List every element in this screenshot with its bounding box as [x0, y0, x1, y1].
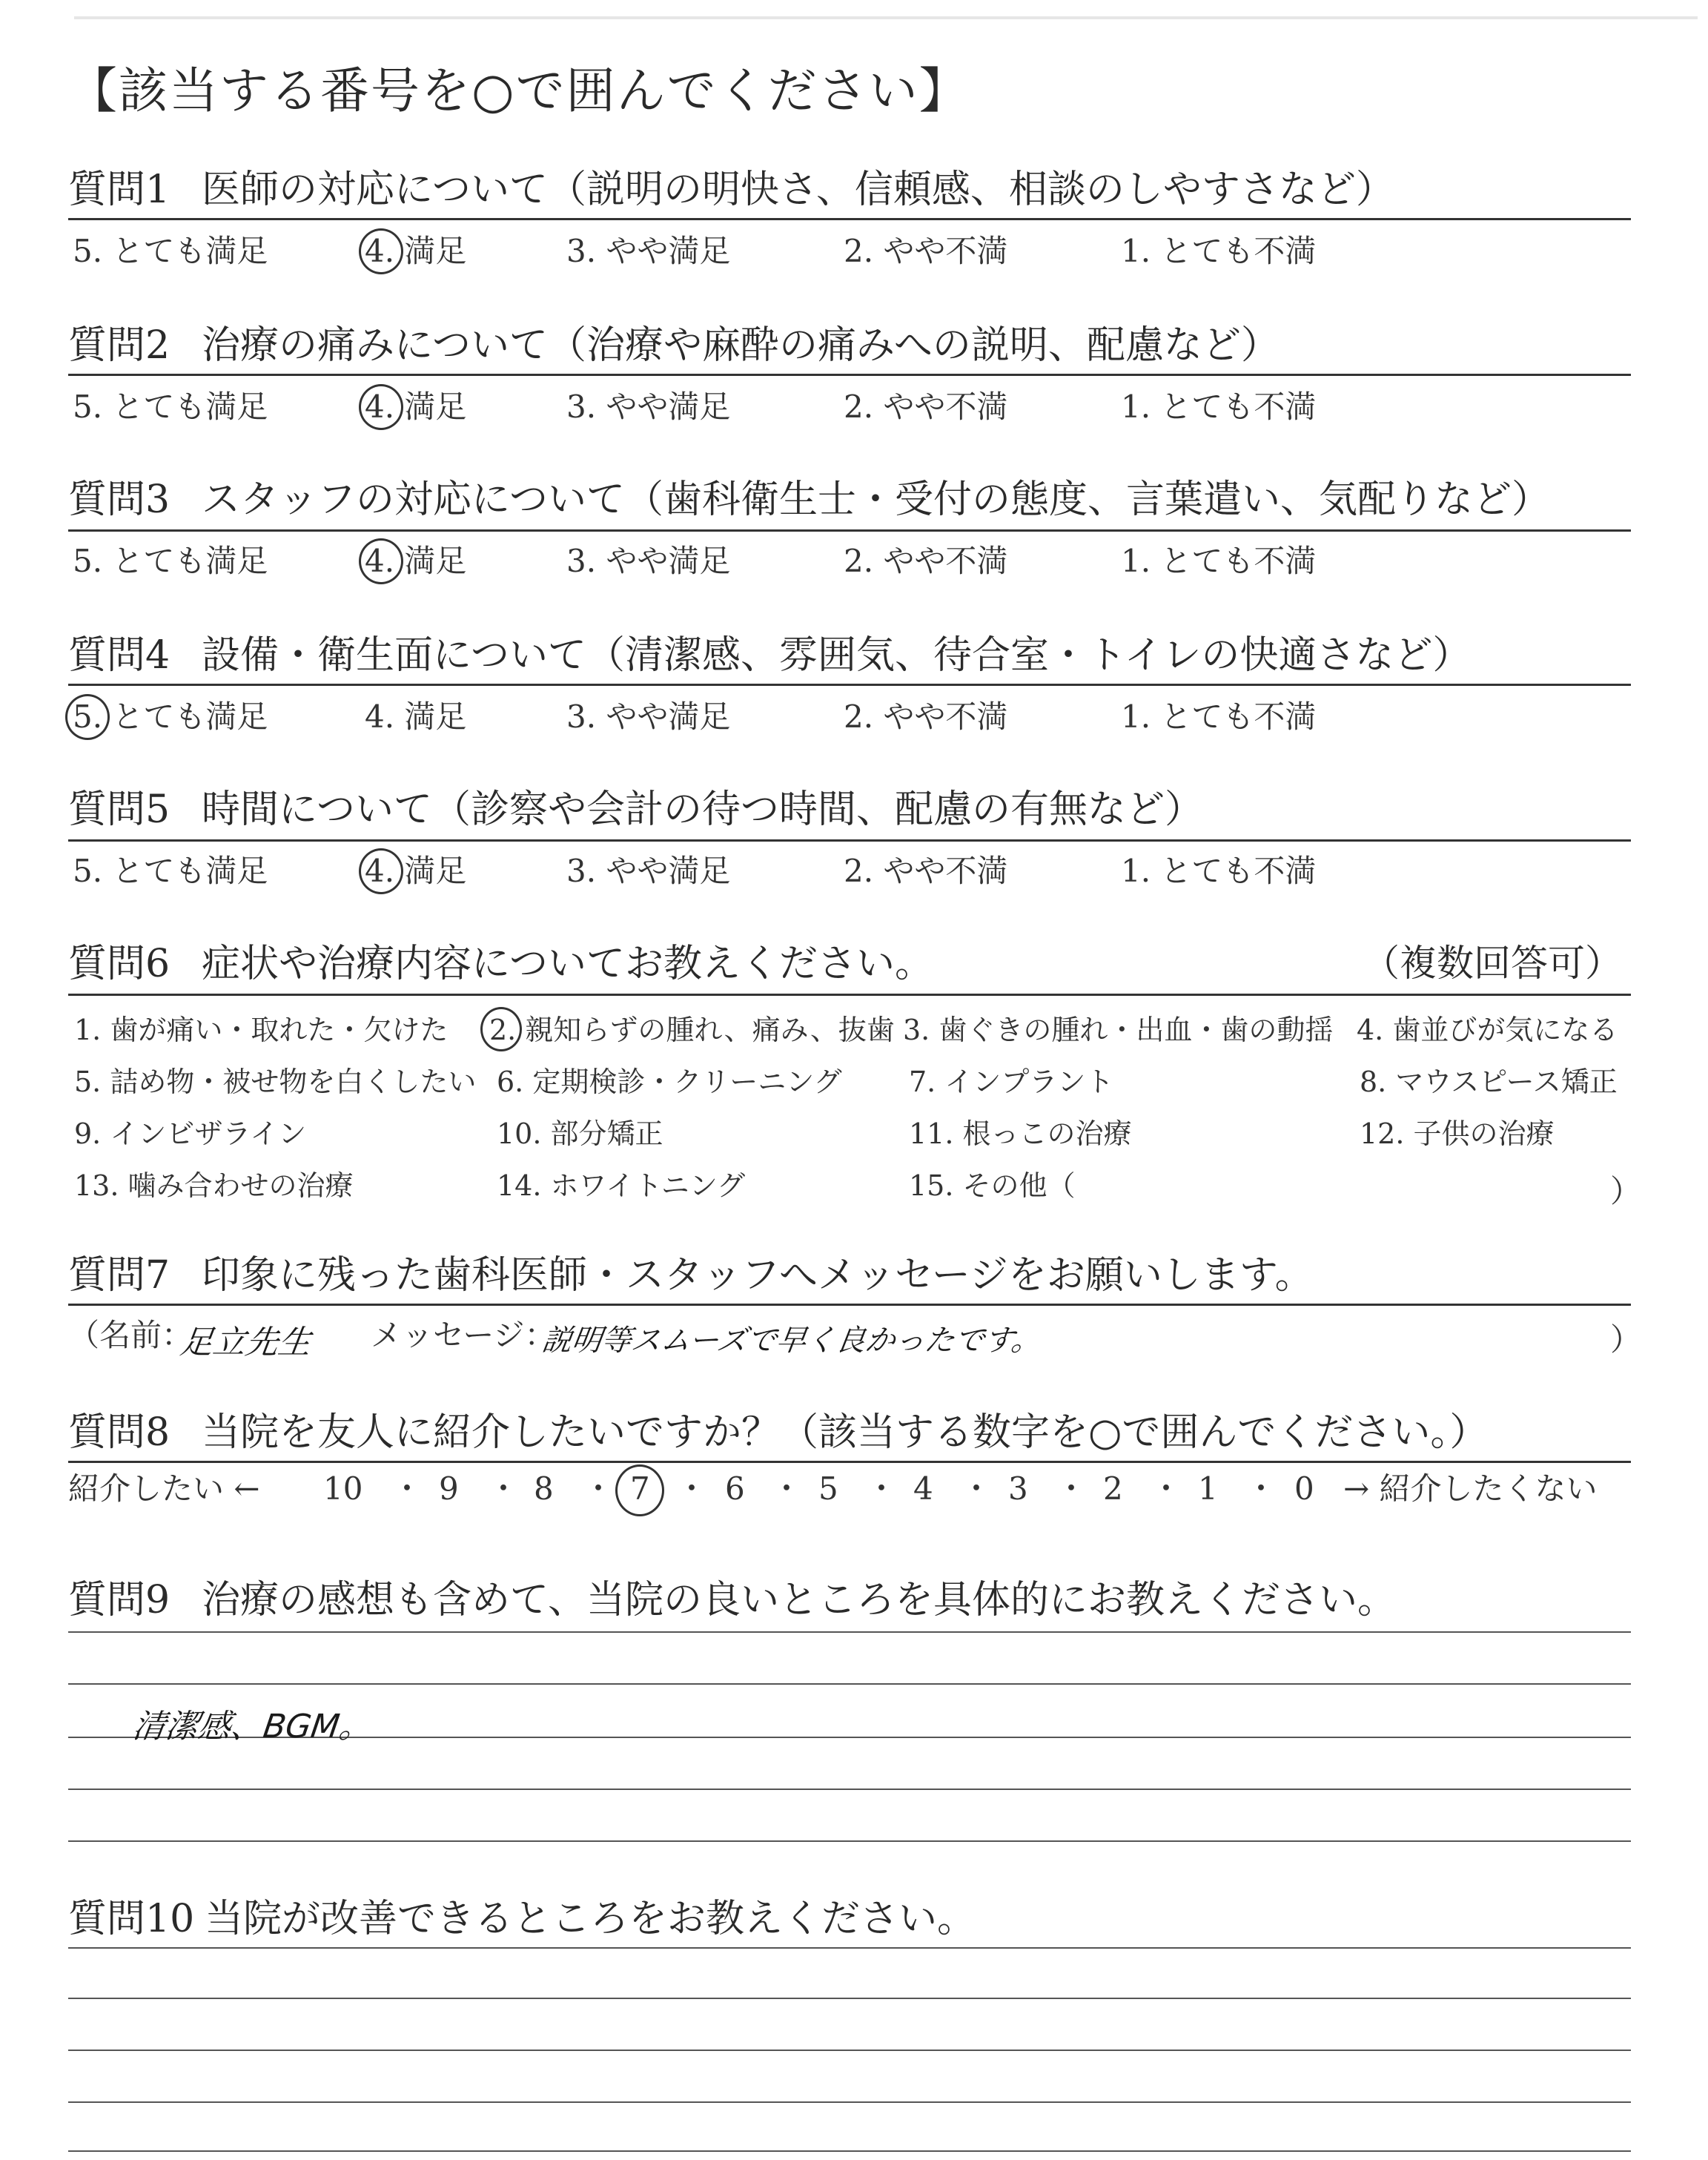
option-5[interactable]: 5. とても満足 — [73, 233, 268, 269]
selected-circle-mark — [65, 694, 110, 740]
symptom-option[interactable]: 6. 定期検診・クリーニング — [497, 1066, 842, 1098]
question-10 — [68, 1897, 1631, 1959]
message-close-paren: ） — [1610, 1321, 1642, 1358]
symptom-option[interactable]: 15. その他（ — [909, 1169, 1076, 1202]
symptom-option[interactable]: 8. マウスピース矯正 — [1360, 1066, 1618, 1098]
answer-line — [68, 1840, 1631, 1842]
scale-value[interactable]: 0 — [1294, 1470, 1314, 1507]
question-text: 当院を友人に紹介したいですか？（該当する数字を○で囲んでください。） — [202, 1410, 1489, 1455]
question-text: 医師の対応について（説明の明快さ、信頼感、相談のしやすさなど） — [202, 168, 1394, 212]
multiple-answer-note: （複数回答可） — [1363, 942, 1622, 985]
symptom-option[interactable]: 10. 部分矯正 — [497, 1117, 663, 1150]
scale-value[interactable]: 6 — [725, 1470, 745, 1507]
scale-value[interactable]: 2 — [1103, 1470, 1123, 1507]
question-rule — [68, 529, 1631, 532]
answer-line — [68, 1683, 1631, 1685]
option-3[interactable]: 3. やや満足 — [566, 698, 731, 735]
question-number: 質問4 — [68, 633, 171, 678]
form-title: 【該当する番号を○で囲んでください】 — [68, 62, 970, 119]
question-rule — [68, 994, 1631, 996]
symptom-option[interactable]: 12. 子供の治療 — [1360, 1117, 1555, 1150]
name-label: （名前： — [68, 1317, 193, 1353]
question-text: 治療の感想も含めて、当院の良いところを具体的にお教えください。 — [202, 1578, 1396, 1622]
question-7 — [68, 1253, 1642, 1361]
symptom-option[interactable]: 2. 親知らずの腫れ、痛み、抜歯 — [489, 1014, 895, 1046]
question-text: 症状や治療内容についてお教えください。 — [202, 942, 933, 986]
scale-separator: ・ — [961, 1470, 993, 1507]
answer-line — [68, 1789, 1631, 1790]
question-1 — [68, 168, 1631, 269]
answer-line — [68, 2050, 1631, 2051]
option-5[interactable]: 5. とても満足 — [73, 853, 268, 889]
scan-top-edge — [74, 16, 1698, 19]
recommend-scale — [68, 1470, 1632, 1518]
option-1[interactable]: 1. とても不満 — [1121, 389, 1317, 425]
scale-value[interactable]: 1 — [1198, 1470, 1218, 1507]
question-number: 質問8 — [68, 1410, 171, 1455]
question-number: 質問5 — [68, 787, 171, 832]
scale-value[interactable]: 5 — [818, 1470, 838, 1507]
selected-circle-mark — [359, 228, 403, 274]
selected-circle-mark — [359, 848, 403, 894]
option-1[interactable]: 1. とても不満 — [1121, 853, 1317, 889]
symptom-option[interactable]: 7. インプラント — [909, 1066, 1114, 1098]
other-close-paren: ） — [1610, 1173, 1642, 1209]
question-rule — [68, 374, 1631, 376]
answer-line — [68, 2101, 1631, 2103]
option-1[interactable]: 1. とても不満 — [1121, 233, 1317, 269]
question-rule — [68, 1461, 1631, 1463]
scale-left-label: 紹介したい ← — [68, 1470, 260, 1507]
question-text: 時間について（診察や会計の待つ時間、配慮の有無など） — [202, 787, 1203, 832]
symptom-option[interactable]: 13. 噛み合わせの治療 — [74, 1169, 354, 1202]
question-6 — [68, 942, 1642, 1226]
option-5[interactable]: 5. とても満足 — [73, 698, 268, 735]
option-5[interactable]: 5. とても満足 — [73, 389, 268, 425]
scale-value[interactable]: 4 — [913, 1470, 933, 1507]
message-label: メッセージ： — [371, 1317, 556, 1353]
scale-separator: ・ — [866, 1470, 898, 1507]
question-rule — [68, 218, 1631, 220]
question-text: 治療の痛みについて（治療や麻酔の痛みへの説明、配慮など） — [202, 323, 1280, 368]
symptom-option[interactable]: 1. 歯が痛い・取れた・欠けた — [74, 1014, 448, 1046]
question-number: 質問7 — [68, 1253, 171, 1298]
option-1[interactable]: 1. とても不満 — [1121, 698, 1317, 735]
scale-separator: ・ — [1245, 1470, 1277, 1507]
selected-circle-mark — [359, 384, 403, 430]
option-1[interactable]: 1. とても不満 — [1121, 543, 1317, 579]
symptom-option[interactable]: 14. ホワイトニング — [497, 1169, 746, 1202]
question-5 — [68, 787, 1631, 889]
name-field[interactable]: 足立先生 — [177, 1324, 314, 1361]
scale-right-label: → 紹介したくない — [1343, 1470, 1598, 1507]
good-points-answer[interactable]: 清潔感、BGM。 — [130, 1708, 375, 1745]
question-8 — [68, 1410, 1631, 1473]
message-field[interactable]: 説明等スムーズで早く良かったです。 — [540, 1324, 1044, 1358]
question-3 — [68, 480, 1631, 577]
question-number: 質問3 — [68, 478, 171, 522]
scale-separator: ・ — [583, 1470, 615, 1507]
option-3[interactable]: 3. やや満足 — [566, 543, 731, 579]
option-2[interactable]: 2. やや不満 — [844, 389, 1008, 425]
selected-circle-mark — [615, 1464, 664, 1516]
scale-value[interactable]: 3 — [1008, 1470, 1028, 1507]
answer-line — [68, 1947, 1631, 1949]
option-2[interactable]: 2. やや不満 — [844, 233, 1008, 269]
selected-circle-mark — [480, 1007, 522, 1051]
option-4[interactable]: 4. 満足 — [365, 543, 467, 579]
question-4 — [68, 633, 1631, 735]
scale-value[interactable]: 9 — [439, 1470, 459, 1507]
scale-value[interactable]: 10 — [323, 1470, 363, 1507]
scale-separator: ・ — [488, 1470, 520, 1507]
question-number: 質問10 — [68, 1897, 195, 1941]
option-5[interactable]: 5. とても満足 — [73, 543, 268, 579]
question-text: 設備・衛生面について（清潔感、雰囲気、待合室・トイレの快適さなど） — [202, 633, 1472, 678]
question-text: 当院が改善できるところをお教えください。 — [205, 1897, 976, 1941]
option-4[interactable]: 4. 満足 — [365, 389, 467, 425]
option-2[interactable]: 2. やや不満 — [844, 543, 1008, 579]
question-number: 質問2 — [68, 323, 171, 368]
symptom-option[interactable]: 11. 根っこの治療 — [909, 1117, 1132, 1150]
scale-separator: ・ — [391, 1470, 423, 1507]
selected-circle-mark — [359, 538, 403, 584]
question-text: スタッフの対応について（歯科衛生士・受付の態度、言葉遣い、気配りなど） — [202, 478, 1550, 522]
symptom-option[interactable]: 3. 歯ぐきの腫れ・出血・歯の動揺 — [903, 1014, 1334, 1046]
scale-value[interactable]: 7 — [630, 1470, 650, 1507]
option-3[interactable]: 3. やや満足 — [566, 389, 731, 425]
scale-value[interactable]: 8 — [534, 1470, 554, 1507]
question-text: 印象に残った歯科医師・スタッフへメッセージをお願いします。 — [202, 1253, 1314, 1298]
scale-separator: ・ — [1056, 1470, 1088, 1507]
scale-separator: ・ — [676, 1470, 708, 1507]
option-3[interactable]: 3. やや満足 — [566, 853, 731, 889]
question-rule — [68, 684, 1631, 686]
symptom-option[interactable]: 5. 詰め物・被せ物を白くしたい — [74, 1066, 477, 1098]
option-4[interactable]: 4. 満足 — [365, 853, 467, 889]
answer-line — [68, 1631, 1631, 1633]
answer-line — [68, 2150, 1631, 2152]
symptom-option[interactable]: 4. 歯並びが気になる — [1357, 1014, 1618, 1046]
question-number: 質問1 — [68, 168, 171, 212]
answer-line — [68, 1998, 1631, 1999]
option-3[interactable]: 3. やや満足 — [566, 233, 731, 269]
question-rule — [68, 1304, 1631, 1306]
option-2[interactable]: 2. やや不満 — [844, 698, 1008, 735]
question-2 — [68, 323, 1631, 425]
option-2[interactable]: 2. やや不満 — [844, 853, 1008, 889]
option-4[interactable]: 4. 満足 — [365, 698, 467, 735]
option-4[interactable]: 4. 満足 — [365, 233, 467, 269]
symptom-option[interactable]: 9. インビザライン — [74, 1117, 307, 1150]
scale-separator: ・ — [1151, 1470, 1182, 1507]
question-rule — [68, 839, 1631, 842]
question-number: 質問6 — [68, 942, 171, 986]
scale-separator: ・ — [771, 1470, 803, 1507]
question-number: 質問9 — [68, 1578, 171, 1622]
